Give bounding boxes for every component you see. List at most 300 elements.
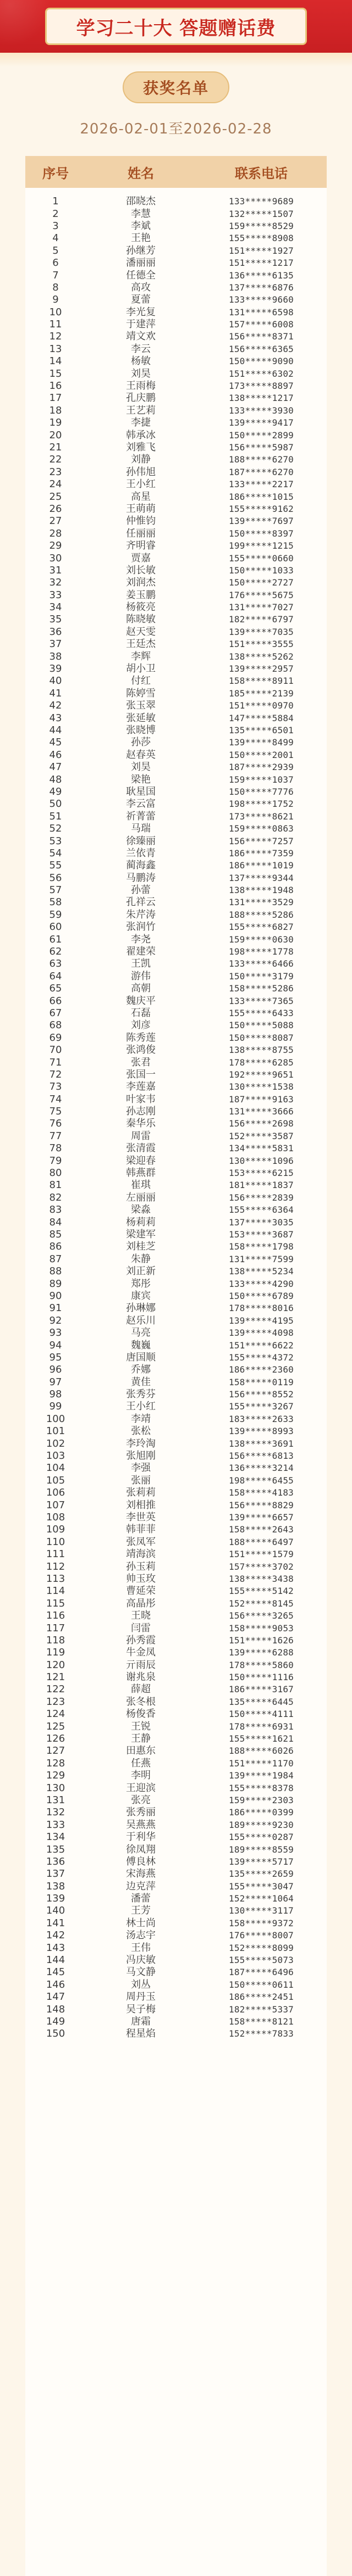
row-name: 韩菲菲 bbox=[126, 1524, 156, 1536]
table-row bbox=[25, 737, 327, 749]
row-name: 齐明睿 bbox=[126, 540, 156, 552]
row-phone: 155*****6364 bbox=[229, 1205, 294, 1215]
row-phone: 158*****4183 bbox=[229, 1487, 294, 1498]
row-name: 杨俊香 bbox=[126, 1708, 156, 1720]
row-name: 张国一 bbox=[126, 1068, 156, 1080]
row-phone: 155*****5073 bbox=[229, 1955, 294, 1966]
row-no: 82 bbox=[49, 1191, 62, 1203]
row-no: 37 bbox=[49, 638, 62, 650]
row-no: 95 bbox=[49, 1351, 62, 1363]
row-no: 104 bbox=[46, 1462, 65, 1474]
row-name: 杨莉莉 bbox=[126, 1216, 156, 1228]
row-phone: 150*****8397 bbox=[229, 528, 294, 539]
table-row bbox=[25, 958, 327, 970]
row-no: 126 bbox=[46, 1733, 65, 1745]
table-row bbox=[25, 983, 327, 995]
table-row bbox=[25, 355, 327, 367]
row-phone: 151*****1927 bbox=[229, 245, 294, 256]
row-phone: 192*****9651 bbox=[229, 1069, 294, 1080]
row-name: 李莲嘉 bbox=[126, 1081, 156, 1093]
row-phone: 139*****7035 bbox=[229, 626, 294, 637]
row-no: 102 bbox=[46, 1437, 65, 1449]
table-row bbox=[25, 1806, 327, 1819]
row-no: 109 bbox=[46, 1524, 65, 1536]
table-row bbox=[25, 1831, 327, 1843]
row-no: 116 bbox=[46, 1610, 65, 1622]
row-phone: 155*****0660 bbox=[229, 553, 294, 564]
row-no: 79 bbox=[49, 1155, 62, 1167]
row-name: 帅玉玫 bbox=[126, 1573, 156, 1585]
table-row bbox=[25, 1683, 327, 1696]
row-no: 39 bbox=[49, 663, 62, 675]
row-no: 53 bbox=[49, 835, 62, 847]
table-row bbox=[25, 761, 327, 773]
row-no: 8 bbox=[52, 281, 59, 293]
table-row bbox=[25, 245, 327, 257]
row-name: 高攻 bbox=[131, 281, 151, 293]
row-name: 于建萍 bbox=[126, 319, 156, 331]
row-phone: 131*****6598 bbox=[229, 306, 294, 317]
row-name: 张松 bbox=[131, 1425, 151, 1437]
row-no: 59 bbox=[49, 908, 62, 921]
row-no: 110 bbox=[46, 1536, 65, 1548]
row-phone: 133*****2217 bbox=[229, 479, 294, 490]
table-row bbox=[25, 1610, 327, 1622]
row-phone: 187*****2939 bbox=[229, 762, 294, 773]
row-phone: 130*****3117 bbox=[229, 1905, 294, 1916]
row-name: 孙志刚 bbox=[126, 1106, 156, 1118]
row-name: 牛金凤 bbox=[126, 1647, 156, 1659]
row-no: 22 bbox=[49, 454, 62, 466]
table-row bbox=[25, 2003, 327, 2015]
table-row bbox=[25, 503, 327, 515]
row-no: 64 bbox=[49, 970, 62, 982]
table-row bbox=[25, 1437, 327, 1449]
row-phone: 188*****6270 bbox=[229, 454, 294, 465]
table-row bbox=[25, 811, 327, 823]
row-name: 王锐 bbox=[131, 1720, 151, 1732]
row-name: 曹延荣 bbox=[126, 1585, 156, 1597]
row-name: 马鹏涛 bbox=[126, 872, 156, 884]
row-phone: 151*****6622 bbox=[229, 1340, 294, 1351]
row-phone: 186*****2360 bbox=[229, 1364, 294, 1375]
row-no: 52 bbox=[49, 823, 62, 835]
table-row bbox=[25, 1389, 327, 1401]
table-row bbox=[25, 392, 327, 404]
table-row bbox=[25, 1315, 327, 1327]
row-no: 150 bbox=[46, 2028, 65, 2040]
table-row bbox=[25, 1450, 327, 1462]
table-row bbox=[25, 749, 327, 761]
row-phone: 139*****4195 bbox=[229, 1315, 294, 1326]
row-no: 19 bbox=[49, 417, 62, 429]
table-row bbox=[25, 1216, 327, 1228]
row-phone: 152*****8145 bbox=[229, 1598, 294, 1609]
row-phone: 186*****2451 bbox=[229, 1992, 294, 2003]
row-phone: 135*****6501 bbox=[229, 724, 294, 735]
row-phone: 158*****5286 bbox=[229, 983, 294, 994]
table-row bbox=[25, 306, 327, 319]
row-no: 58 bbox=[49, 896, 62, 908]
row-name: 刘正新 bbox=[126, 1265, 156, 1278]
row-no: 113 bbox=[46, 1573, 65, 1585]
table-row bbox=[25, 269, 327, 281]
row-name: 张秀丽 bbox=[126, 1806, 156, 1819]
row-no: 9 bbox=[52, 294, 59, 306]
row-name: 夏蕾 bbox=[131, 294, 151, 306]
row-name: 李斌 bbox=[131, 220, 151, 232]
row-phone: 133*****9689 bbox=[229, 196, 294, 207]
row-phone: 135*****2659 bbox=[229, 1869, 294, 1880]
table-row bbox=[25, 1893, 327, 1905]
table-row bbox=[25, 1081, 327, 1093]
row-no: 124 bbox=[46, 1708, 65, 1720]
row-phone: 139*****9417 bbox=[229, 417, 294, 428]
table-row bbox=[25, 343, 327, 355]
row-name: 靖海滨 bbox=[126, 1548, 156, 1560]
row-phone: 187*****6496 bbox=[229, 1967, 294, 1978]
row-name: 任德全 bbox=[126, 269, 156, 281]
row-no: 40 bbox=[49, 675, 62, 687]
row-phone: 139*****2957 bbox=[229, 663, 294, 674]
row-phone: 159*****2303 bbox=[229, 1794, 294, 1805]
row-phone: 157*****6008 bbox=[229, 319, 294, 330]
row-no: 18 bbox=[49, 404, 62, 416]
row-name: 宋海燕 bbox=[126, 1868, 156, 1880]
row-phone: 173*****8897 bbox=[229, 381, 294, 392]
table-row bbox=[25, 1659, 327, 1671]
row-no: 11 bbox=[49, 319, 62, 331]
row-phone: 155*****3267 bbox=[229, 1401, 294, 1412]
date-range: 2026-02-01至2026-02-28 bbox=[80, 121, 272, 137]
header-no: 序号 bbox=[42, 165, 69, 181]
row-no: 98 bbox=[49, 1389, 62, 1401]
row-no: 123 bbox=[46, 1696, 65, 1708]
row-phone: 150*****0611 bbox=[229, 1979, 294, 1990]
row-phone: 178*****8016 bbox=[229, 1303, 294, 1314]
row-name: 兰依青 bbox=[126, 847, 156, 859]
row-name: 孙琳娜 bbox=[126, 1302, 156, 1314]
row-name: 王迎滨 bbox=[126, 1782, 156, 1794]
row-name: 田惠东 bbox=[126, 1745, 156, 1757]
row-name: 李明 bbox=[131, 1770, 151, 1782]
table-row bbox=[25, 1536, 327, 1548]
row-no: 103 bbox=[46, 1450, 65, 1462]
table-row bbox=[25, 638, 327, 650]
row-name: 马亮 bbox=[131, 1327, 151, 1339]
row-phone: 151*****1579 bbox=[229, 1549, 294, 1560]
row-phone: 187*****6270 bbox=[229, 466, 294, 477]
row-name: 姜玉鹏 bbox=[126, 589, 156, 601]
table-row bbox=[25, 1905, 327, 1917]
row-no: 97 bbox=[49, 1376, 62, 1388]
row-name: 孙玉莉 bbox=[126, 1560, 156, 1573]
row-name: 张莉莉 bbox=[126, 1487, 156, 1499]
row-no: 77 bbox=[49, 1130, 62, 1142]
row-name: 李辉 bbox=[131, 650, 151, 662]
row-no: 3 bbox=[52, 220, 59, 232]
row-name: 刘桂芝 bbox=[126, 1241, 156, 1253]
table-row bbox=[25, 700, 327, 712]
row-name: 李尧 bbox=[131, 933, 151, 945]
row-phone: 150*****9090 bbox=[229, 356, 294, 367]
table-row bbox=[25, 405, 327, 417]
table-row bbox=[25, 1265, 327, 1278]
row-phone: 155*****6433 bbox=[229, 1007, 294, 1018]
row-phone: 150*****1033 bbox=[229, 565, 294, 576]
row-phone: 156*****8371 bbox=[229, 331, 294, 342]
table-row bbox=[25, 1622, 327, 1634]
row-phone: 158*****9372 bbox=[229, 1917, 294, 1928]
row-no: 49 bbox=[49, 785, 62, 798]
row-name: 刘长敏 bbox=[126, 564, 156, 576]
row-name: 韩承冰 bbox=[126, 429, 156, 441]
row-no: 51 bbox=[49, 810, 62, 822]
row-name: 王艳 bbox=[131, 232, 151, 244]
row-no: 70 bbox=[49, 1044, 62, 1056]
table-row bbox=[25, 1167, 327, 1179]
row-no: 38 bbox=[49, 650, 62, 662]
table-row bbox=[25, 614, 327, 626]
row-name: 潘蕾 bbox=[131, 1893, 151, 1905]
table-row bbox=[25, 1352, 327, 1364]
row-name: 王芳 bbox=[131, 1905, 151, 1917]
row-phone: 199*****1215 bbox=[229, 540, 294, 551]
row-phone: 198*****1778 bbox=[229, 946, 294, 957]
row-phone: 156*****7257 bbox=[229, 835, 294, 846]
row-no: 83 bbox=[49, 1204, 62, 1216]
row-name: 魏庆平 bbox=[126, 995, 156, 1007]
row-phone: 139*****1984 bbox=[229, 1770, 294, 1781]
row-name: 李靖 bbox=[131, 1413, 151, 1425]
row-phone: 151*****1217 bbox=[229, 258, 294, 269]
row-name: 任燕 bbox=[131, 1757, 151, 1769]
row-phone: 130*****1096 bbox=[229, 1155, 294, 1166]
row-name: 杨筱亮 bbox=[126, 601, 156, 614]
row-phone: 131*****7027 bbox=[229, 602, 294, 613]
row-name: 刘润杰 bbox=[126, 577, 156, 589]
table-row bbox=[25, 1290, 327, 1302]
row-name: 张清霞 bbox=[126, 1142, 156, 1155]
row-no: 90 bbox=[49, 1290, 62, 1302]
row-phone: 133*****7365 bbox=[229, 995, 294, 1006]
row-name: 张旭刚 bbox=[126, 1450, 156, 1462]
table-row bbox=[25, 1142, 327, 1155]
row-phone: 133*****9660 bbox=[229, 294, 294, 305]
row-phone: 138*****1948 bbox=[229, 885, 294, 896]
row-phone: 133*****6466 bbox=[229, 958, 294, 969]
row-name: 祈菁蕾 bbox=[126, 810, 156, 822]
row-phone: 139*****7697 bbox=[229, 516, 294, 527]
row-name: 张凤军 bbox=[126, 1536, 156, 1548]
row-phone: 150*****6789 bbox=[229, 1290, 294, 1301]
row-no: 60 bbox=[49, 921, 62, 933]
row-name: 高星 bbox=[131, 490, 151, 503]
row-phone: 182*****5337 bbox=[229, 2004, 294, 2015]
row-phone: 155*****5142 bbox=[229, 1586, 294, 1597]
row-name: 马文静 bbox=[126, 1966, 156, 1978]
row-no: 117 bbox=[46, 1622, 65, 1634]
row-no: 89 bbox=[49, 1278, 62, 1290]
row-name: 李强 bbox=[131, 1462, 151, 1474]
row-no: 93 bbox=[49, 1327, 62, 1339]
table-row bbox=[25, 1118, 327, 1130]
row-name: 唐国顺 bbox=[126, 1351, 156, 1363]
row-name: 朱芹涛 bbox=[126, 908, 156, 921]
row-no: 61 bbox=[49, 933, 62, 945]
row-phone: 139*****8993 bbox=[229, 1426, 294, 1437]
row-name: 耿星国 bbox=[126, 785, 156, 798]
row-no: 57 bbox=[49, 884, 62, 896]
table-row bbox=[25, 528, 327, 540]
row-name: 周丹玉 bbox=[126, 1991, 156, 2003]
row-phone: 138*****1217 bbox=[229, 393, 294, 404]
row-phone: 155*****8908 bbox=[229, 233, 294, 244]
row-phone: 198*****1752 bbox=[229, 799, 294, 810]
row-no: 87 bbox=[49, 1253, 62, 1265]
row-no: 74 bbox=[49, 1093, 62, 1105]
row-phone: 155*****4372 bbox=[229, 1352, 294, 1363]
row-no: 80 bbox=[49, 1167, 62, 1179]
row-no: 25 bbox=[49, 490, 62, 503]
row-no: 133 bbox=[46, 1819, 65, 1831]
row-name: 胡小卫 bbox=[126, 663, 156, 675]
table-row bbox=[25, 1966, 327, 1978]
row-no: 30 bbox=[49, 552, 62, 564]
row-name: 赵春英 bbox=[126, 749, 156, 761]
table-row bbox=[25, 1069, 327, 1081]
table-row bbox=[25, 921, 327, 933]
table-row bbox=[25, 773, 327, 785]
table-row bbox=[25, 1044, 327, 1056]
row-no: 43 bbox=[49, 712, 62, 724]
header-phone: 联系电话 bbox=[235, 165, 288, 181]
table-row bbox=[25, 1204, 327, 1216]
row-name: 梁建军 bbox=[126, 1229, 156, 1240]
row-phone: 157*****3702 bbox=[229, 1561, 294, 1572]
row-name: 李捷 bbox=[131, 417, 151, 429]
table-row bbox=[25, 257, 327, 269]
row-phone: 155*****1621 bbox=[229, 1733, 294, 1744]
row-no: 68 bbox=[49, 1019, 62, 1031]
row-phone: 150*****5088 bbox=[229, 1020, 294, 1031]
row-name: 孙伟旭 bbox=[126, 466, 156, 478]
row-name: 赵天雯 bbox=[126, 626, 156, 638]
row-name: 梁艳 bbox=[131, 773, 151, 785]
row-no: 96 bbox=[49, 1364, 62, 1376]
row-name: 张玉翠 bbox=[126, 700, 156, 712]
row-name: 邵晓杰 bbox=[126, 196, 156, 208]
table-row bbox=[25, 515, 327, 527]
row-phone: 136*****3214 bbox=[229, 1463, 294, 1474]
row-name: 王伟 bbox=[131, 1942, 151, 1954]
row-name: 马瑞 bbox=[131, 823, 151, 835]
row-no: 114 bbox=[46, 1585, 65, 1597]
row-no: 94 bbox=[49, 1339, 62, 1351]
row-no: 55 bbox=[49, 860, 62, 872]
row-phone: 138*****8755 bbox=[229, 1045, 294, 1056]
row-name: 亓雨辰 bbox=[126, 1659, 156, 1671]
row-no: 75 bbox=[49, 1106, 62, 1118]
row-no: 99 bbox=[49, 1401, 62, 1413]
row-no: 13 bbox=[49, 343, 62, 355]
row-phone: 155*****0287 bbox=[229, 1832, 294, 1843]
table-row bbox=[25, 1364, 327, 1376]
row-no: 88 bbox=[49, 1265, 62, 1278]
row-phone: 135*****6445 bbox=[229, 1696, 294, 1707]
row-name: 秦华乐 bbox=[126, 1118, 156, 1130]
row-no: 92 bbox=[49, 1314, 62, 1326]
row-name: 陈晓敏 bbox=[126, 614, 156, 626]
table-row bbox=[25, 1019, 327, 1031]
header-banner bbox=[0, 0, 352, 53]
table-row bbox=[25, 626, 327, 638]
table-row bbox=[25, 1425, 327, 1437]
row-name: 王晓 bbox=[131, 1610, 151, 1622]
row-no: 111 bbox=[46, 1548, 65, 1560]
row-no: 28 bbox=[49, 527, 62, 539]
row-no: 127 bbox=[46, 1745, 65, 1757]
row-phone: 186*****7359 bbox=[229, 847, 294, 858]
row-no: 140 bbox=[46, 1905, 65, 1917]
table-row bbox=[25, 331, 327, 343]
row-name: 付红 bbox=[131, 675, 151, 687]
row-phone: 150*****2899 bbox=[229, 430, 294, 441]
table-row bbox=[25, 577, 327, 589]
table-row bbox=[25, 1991, 327, 2003]
row-phone: 158*****9053 bbox=[229, 1622, 294, 1633]
table-row bbox=[25, 1302, 327, 1314]
row-no: 34 bbox=[49, 601, 62, 614]
table-row bbox=[25, 1241, 327, 1253]
row-phone: 159*****0630 bbox=[229, 934, 294, 945]
row-name: 陈婷雪 bbox=[126, 687, 156, 699]
row-name: 李云富 bbox=[126, 798, 156, 810]
table-row bbox=[25, 367, 327, 380]
row-name: 刘彦 bbox=[131, 1019, 151, 1031]
table-row bbox=[25, 1007, 327, 1019]
table-row bbox=[25, 565, 327, 577]
table-row bbox=[25, 2016, 327, 2028]
row-name: 乔娜 bbox=[131, 1364, 151, 1376]
table-row bbox=[25, 872, 327, 884]
row-no: 6 bbox=[52, 257, 59, 269]
table-row bbox=[25, 1868, 327, 1880]
row-no: 66 bbox=[49, 995, 62, 1007]
row-no: 91 bbox=[49, 1302, 62, 1314]
table-row bbox=[25, 847, 327, 860]
table-row bbox=[25, 1179, 327, 1191]
row-no: 84 bbox=[49, 1216, 62, 1228]
row-no: 41 bbox=[49, 687, 62, 699]
row-no: 141 bbox=[46, 1917, 65, 1929]
row-phone: 156*****3265 bbox=[229, 1610, 294, 1621]
table-row bbox=[25, 712, 327, 724]
row-name: 吴子梅 bbox=[126, 2003, 156, 2015]
row-name: 孙秀霞 bbox=[126, 1634, 156, 1646]
row-phone: 186*****1015 bbox=[229, 491, 294, 502]
row-name: 任丽丽 bbox=[126, 527, 156, 539]
row-name: 韩燕群 bbox=[126, 1167, 156, 1179]
row-phone: 159*****1037 bbox=[229, 774, 294, 785]
row-phone: 138*****3691 bbox=[229, 1438, 294, 1449]
row-phone: 139*****4098 bbox=[229, 1328, 294, 1339]
row-name: 李玲淘 bbox=[126, 1437, 156, 1449]
row-phone: 150*****2001 bbox=[229, 749, 294, 760]
row-phone: 139*****8499 bbox=[229, 737, 294, 748]
row-phone: 138*****3438 bbox=[229, 1573, 294, 1584]
row-no: 138 bbox=[46, 1880, 65, 1892]
